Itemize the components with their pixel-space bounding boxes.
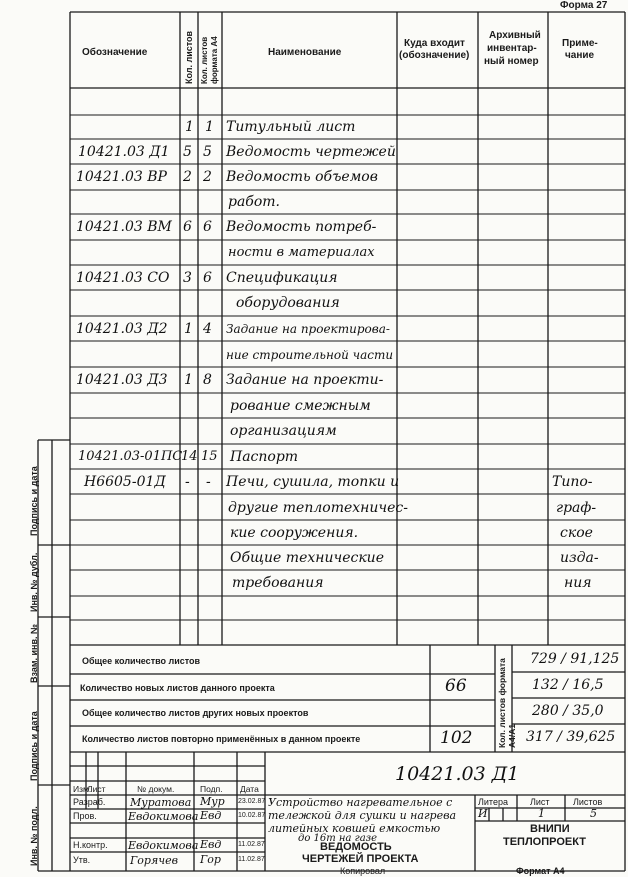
fmt-reused: 317 / 39,625 — [526, 729, 616, 745]
row-sheets: 5 — [183, 144, 192, 160]
row-designation: 10421.03 Д3 — [76, 372, 168, 388]
row-name: оборудования — [236, 295, 340, 311]
row-a4: 1 — [205, 119, 214, 135]
header-name: Наименование — [268, 47, 342, 58]
person-name: Муратова — [130, 796, 192, 809]
row-name: организациям — [230, 423, 337, 439]
sheets-value: 5 — [590, 807, 597, 820]
total-label: Общее количество листов — [82, 656, 201, 666]
row-name: ности в материалах — [228, 245, 375, 260]
person-role: Разраб. — [73, 797, 106, 807]
sheet-value: 1 — [538, 807, 545, 820]
row-name: работ. — [228, 194, 281, 210]
fmt-new: 132 / 16,5 — [532, 677, 604, 693]
row-sheets: 6 — [183, 219, 192, 235]
object-line-3: литейных ковшей емкостью — [268, 822, 441, 835]
header-archive-2: инвентар- — [487, 43, 537, 54]
person-role: Утв. — [73, 855, 91, 865]
row-sheets: 1 — [184, 321, 193, 337]
person-signature: Евд — [200, 838, 222, 851]
row-name: Титульный лист — [226, 119, 356, 135]
side-orig-inv: Инв. № подл. — [29, 806, 39, 866]
row-designation: 10421.03 Д1 — [78, 144, 170, 160]
tb-h-sheet: Лист — [87, 784, 106, 794]
person-date: 11.02.87 — [238, 856, 265, 863]
header-archive-1: Архивный — [489, 30, 541, 41]
person-signature: Мур — [200, 795, 225, 808]
row-name: Задание на проекти- — [226, 372, 384, 388]
row-designation: 10421.03 Д2 — [76, 321, 168, 337]
litera-value: И — [478, 807, 488, 820]
person-signature: Гор — [200, 853, 221, 866]
doc-title-1: ВЕДОМОСТЬ — [320, 841, 392, 853]
row-name: Спецификация — [226, 270, 338, 286]
row-note: изда- — [560, 550, 599, 566]
row-a4: 5 — [203, 144, 212, 160]
person-role: Пров. — [73, 811, 97, 821]
person-date: 10.02.87 — [238, 812, 266, 819]
object-line-4: до 16т на газе — [298, 833, 378, 844]
fmt-other: 280 / 35,0 — [532, 703, 604, 719]
person-date: 23.02.87 — [238, 798, 266, 805]
side-sign-date-bottom: Подпись и дата — [29, 711, 39, 781]
document-code: 10421.03 Д1 — [395, 763, 520, 785]
row-name: Ведомость потреб- — [226, 219, 377, 235]
row-name: Печи, сушила, топки и — [226, 474, 400, 490]
header-included-in-1: Куда входит — [404, 38, 465, 49]
row-sheets: 3 — [183, 270, 192, 286]
litera-label: Литера — [478, 797, 508, 807]
row-a4: 2 — [203, 169, 212, 185]
row-name: Общие технические — [230, 550, 384, 566]
row-name: рование смежным — [230, 398, 371, 414]
header-note-1: Приме- — [562, 38, 598, 49]
row-name: требования — [232, 575, 324, 591]
other-label: Общее количество листов других новых проектов — [82, 708, 309, 718]
header-sheets-a4: Кол. листов формата А4 — [200, 36, 219, 84]
header-note-2: чание — [565, 50, 595, 61]
side-dup-inv: Инв. № дубл. — [29, 552, 39, 612]
reused-label: Количество листов повторно применённых в данном проекте — [82, 734, 361, 744]
row-note: ское — [560, 525, 593, 541]
row-a4: - — [206, 474, 211, 490]
row-name: другие теплотехничес- — [228, 500, 408, 516]
row-designation: 10421.03 СО — [76, 270, 170, 286]
row-designation: 10421.03 ВР — [76, 169, 167, 185]
row-name: кие сооружения. — [230, 525, 359, 541]
side-sign-date-top: Подпись и дата — [29, 466, 39, 536]
row-note: Типо- — [552, 474, 593, 490]
object-line-1: Устройство нагревательное с — [268, 796, 453, 809]
sheets-label: Листов — [573, 797, 603, 807]
person-signature: Евд — [200, 809, 222, 822]
org-line-1: ВНИПИ — [530, 823, 570, 835]
row-a4: 8 — [203, 372, 212, 388]
reused-value: 102 — [440, 728, 473, 748]
side-instead-inv: Взам. инв. № — [29, 623, 39, 683]
sheet-label: Лист — [530, 797, 550, 807]
new-label: Количество новых листов данного проекта — [80, 683, 275, 693]
row-name: Паспорт — [230, 449, 299, 465]
tb-h-change: Изм. — [73, 784, 92, 794]
row-name: Задание на проектирова- — [226, 322, 390, 336]
row-designation: 10421.03-01ПС — [78, 449, 183, 464]
row-designation: 10421.03 ВМ — [76, 219, 172, 235]
doc-title-2: ЧЕРТЕЖЕЙ ПРОЕКТА — [302, 853, 419, 865]
header-archive-3: ный номер — [484, 56, 539, 67]
row-note: граф- — [556, 500, 597, 516]
row-name: ние строительной части — [226, 348, 394, 362]
row-note: ния — [564, 575, 592, 591]
person-name: Горячев — [130, 854, 178, 867]
footer-copied: Копировал — [340, 866, 386, 876]
row-sheets: 1 — [184, 372, 193, 388]
row-sheets: - — [185, 474, 190, 490]
row-a4: 15 — [201, 449, 218, 464]
row-a4: 6 — [203, 219, 212, 235]
tb-h-doc: № докум. — [137, 784, 175, 794]
object-line-2: тележкой для сушки и нагрева — [268, 809, 457, 822]
format-label: Кол. листов формата А4/А1 — [497, 658, 517, 748]
new-value: 66 — [445, 676, 467, 696]
person-name: Евдокимова — [128, 810, 199, 823]
row-sheets: 1 — [185, 119, 194, 135]
row-a4: 4 — [203, 321, 212, 337]
row-name: Ведомость объемов — [226, 169, 378, 185]
person-date: 11.02.87 — [238, 841, 265, 848]
row-a4: 6 — [203, 270, 212, 286]
fmt-total: 729 / 91,125 — [530, 651, 620, 667]
person-role: Н.контр. — [73, 840, 108, 850]
row-sheets: 2 — [183, 169, 192, 185]
tb-h-date: Дата — [240, 784, 259, 794]
row-name: Ведомость чертежей — [226, 144, 396, 160]
row-sheets: 14 — [181, 449, 198, 464]
header-included-in-2: (обозначение) — [399, 50, 470, 61]
org-line-2: ТЕПЛОПРОЕКТ — [503, 836, 586, 848]
header-sheets-count: Кол. листов — [184, 30, 194, 84]
footer-format: Формат А4 — [516, 866, 565, 876]
tb-h-sign: Подп. — [200, 784, 223, 794]
person-name: Евдокимова — [128, 839, 199, 852]
form-label: Форма 27 — [560, 0, 608, 11]
row-designation: Н6605-01Д — [84, 474, 166, 490]
header-designation: Обозначение — [82, 47, 148, 58]
